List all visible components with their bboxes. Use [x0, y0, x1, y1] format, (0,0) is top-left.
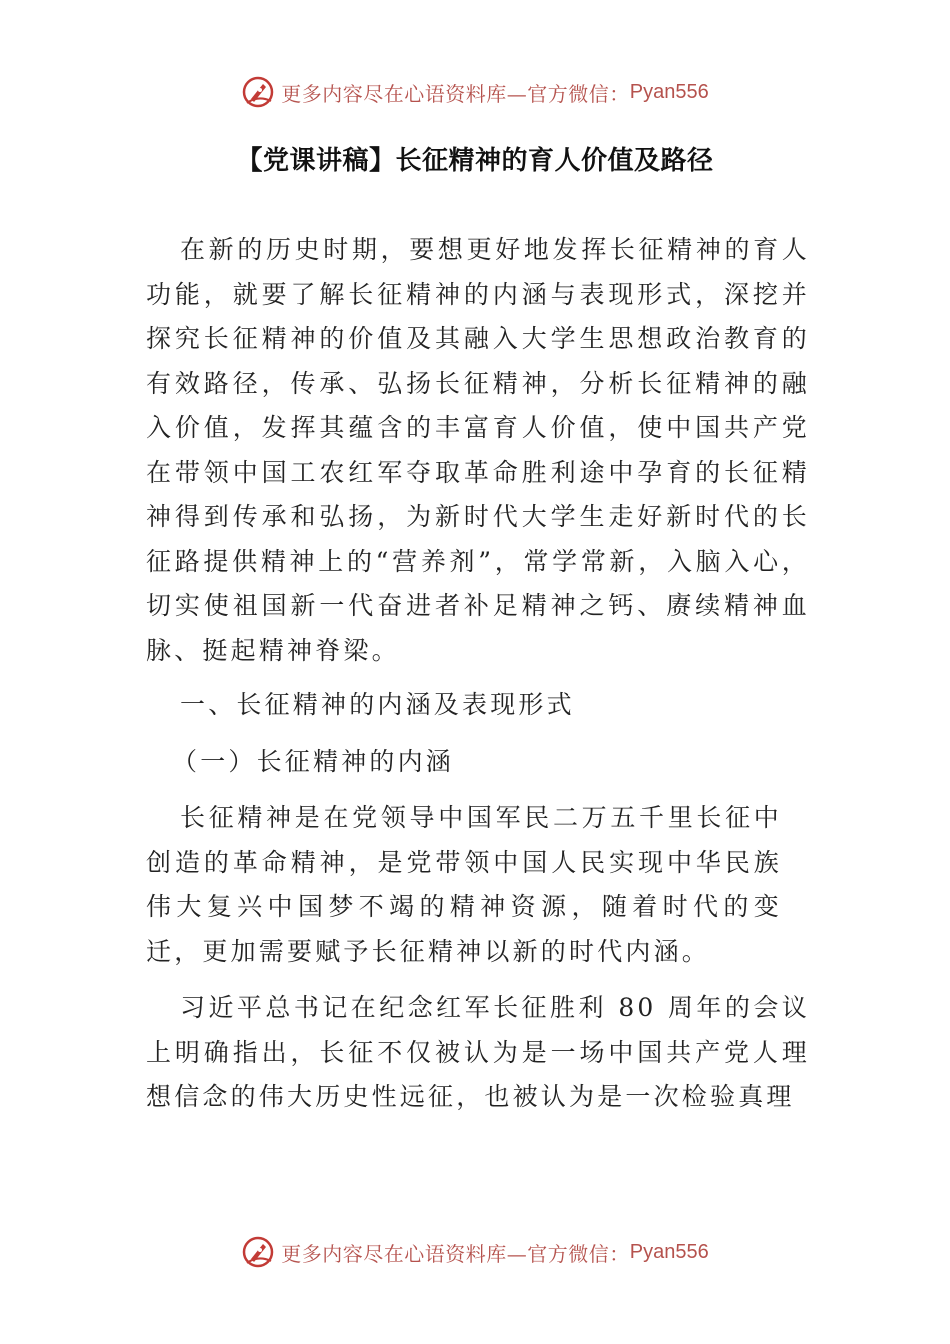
- banner-text: 更多内容尽在心语资料库—官方微信：: [281, 1241, 630, 1266]
- pen-nib-logo-icon: [241, 1235, 275, 1269]
- document-body: [146, 228, 810, 1132]
- section-heading: 一、长征精神的内涵及表现形式: [180, 690, 575, 719]
- pen-nib-logo-icon: [241, 75, 275, 109]
- paragraph-meaning: 长征精神是在党领导中国军民二万五千里长征中创造的革命精神，是党带领中国人民实现中华民族伟大复兴中国梦不竭的精神资源，随着时代的变迁，更加需要赋予长征精神以新的时代内涵。: [146, 803, 782, 966]
- document-title: 【党课讲稿】长征精神的育人价值及路径: [236, 146, 714, 176]
- header-banner: [0, 72, 950, 112]
- banner-handle: Pyan556: [629, 1240, 709, 1263]
- banner-text: 更多内容尽在心语资料库—官方微信：: [281, 81, 630, 106]
- paragraph-quote: 习近平总书记在纪念红军长征胜利 80 周年的会议上明确指出，长征不仅被认为是一场中国共产党人理想信念的伟大历史性远征，也被认为是一次检验真理: [146, 993, 810, 1111]
- paragraph-intro: 在新的历史时期，要想更好地发挥长征精神的育人功能，就要了解长征精神的内涵与表现形式，深挖并探究长征精神的价值及其融入大学生思想政治教育的有效路径，传承、弘扬长征精神，分析长征精神的融入价值，发挥其蕴含的丰富育人价值，使中国共产党在带领中国工农红军夺取革命胜利途中孕育的长征精神得到传承和弘扬，为新时代大学生走好新时代的长征路提供精神上的“营养剂”，常学常新，入脑入心，切实使祖国新一代奋进者补足精神之钙、赓续精神血脉、挺起精神脊梁。: [146, 235, 810, 665]
- banner-handle: Pyan556: [629, 80, 709, 103]
- subsection-heading: （一）长征精神的内涵: [172, 746, 455, 776]
- footer-banner: [0, 1232, 950, 1272]
